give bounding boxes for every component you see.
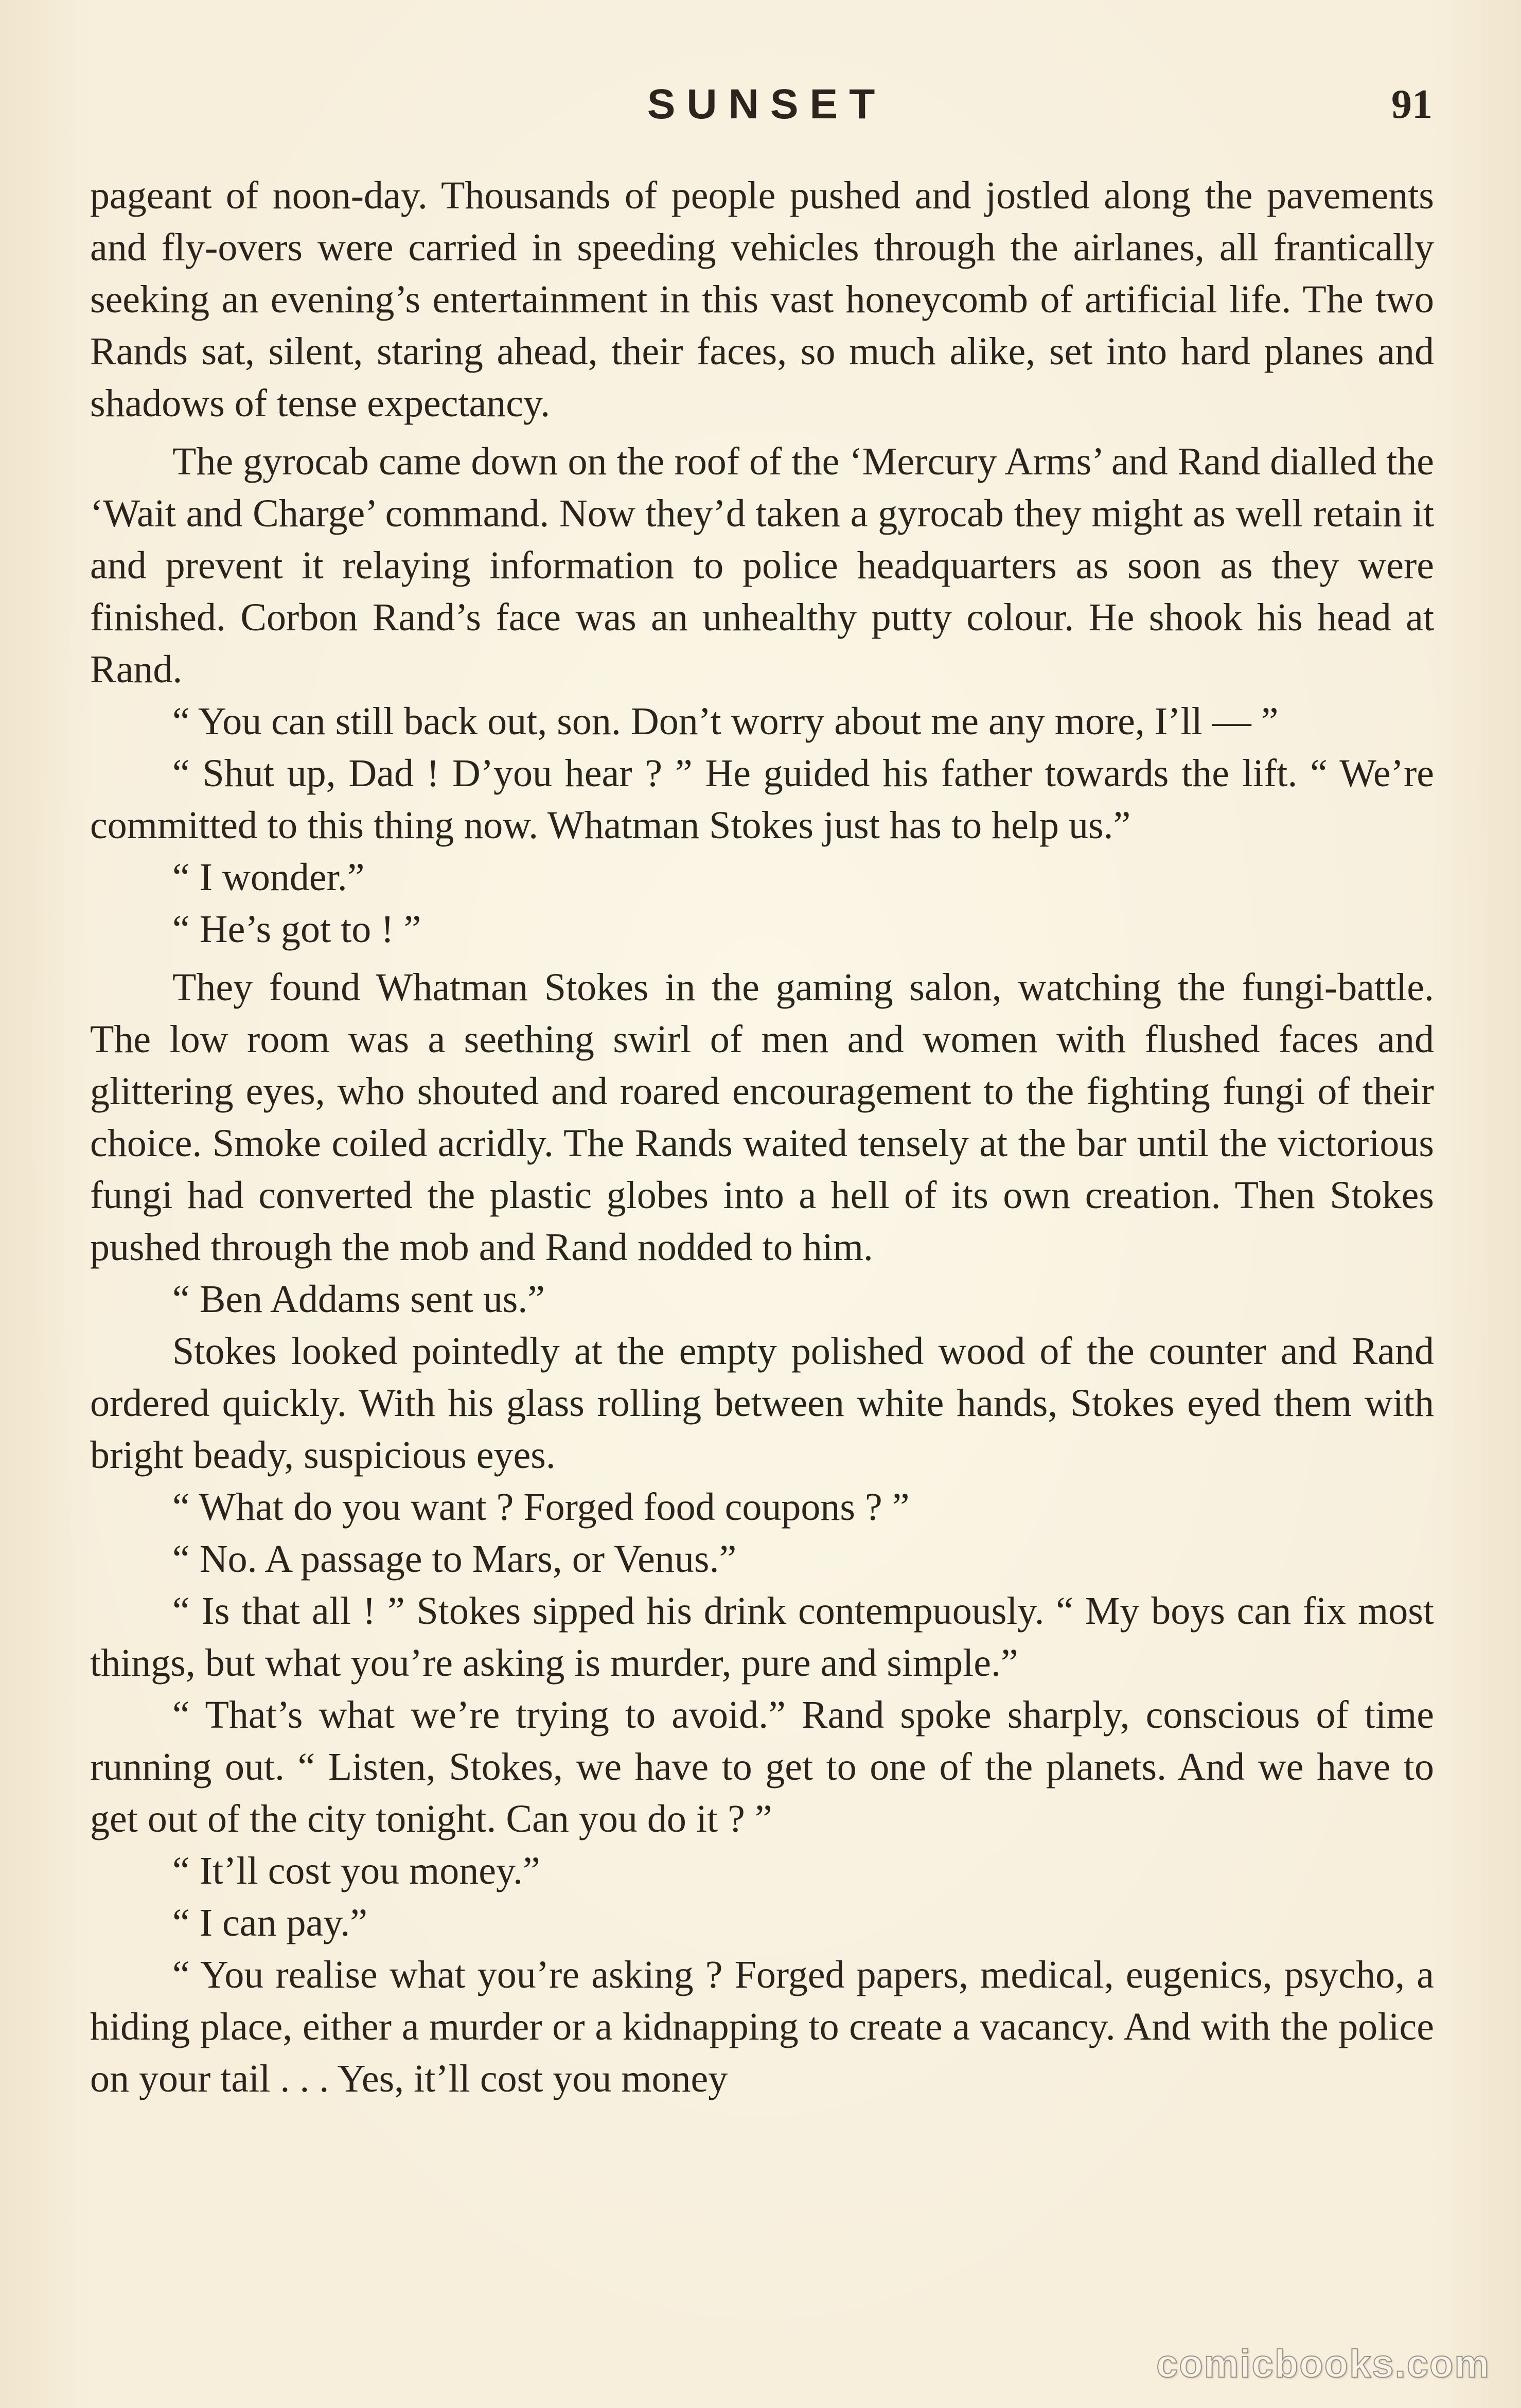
paragraph: “ Is that all ! ” Stokes sipped his drink contempuously. “ My boys can fix most things, but what you’re asking is murder, pure and simple.”	[90, 1589, 1434, 1685]
paragraph: pageant of noon-day. Thousands of people pushed and jostled along the pavements and fly-overs were carried in speeding vehicles through the airlanes, all frantically seeking an evening’s entertainment in this vast honeycomb of artificial life. The two Rands sat, silent, staring ahead, their faces, so much alike, set into hard planes and shadows of tense expectancy.	[90, 174, 1434, 425]
paragraph: “ I wonder.”	[172, 856, 365, 899]
paragraph: “ Ben Addams sent us.”	[172, 1278, 545, 1321]
paragraph: They found Whatman Stokes in the gaming salon, watching the fungi-battle. The low room was a seething swirl of men and women with flushed faces and glittering eyes, who shouted and roared encouragement to the fighting fungi of their choice. Smoke coiled acridly. The Rands waited tensely at the bar until the victorious fungi had converted the plastic globes into a hell of its own creation. Then Stokes pushed through the mob and Rand nodded to him.	[90, 966, 1434, 1269]
paragraph: “ He’s got to ! ”	[172, 908, 421, 951]
paragraph: “ You realise what you’re asking ? Forged papers, medical, eugenics, psycho, a hiding place, either a murder or a kidnapping to create a vacancy. And with the police on your tail . . . Yes, it’ll cost you money	[90, 1953, 1434, 2100]
page-number: 91	[1391, 82, 1432, 127]
paragraph: The gyrocab came down on the roof of the ‘Mercury Arms’ and Rand dialled the ‘Wait and Charge’ command. Now they’d taken a gyrocab they might as well retain it and prevent it relaying information to police headquarters as soon as they were finished. Corbon Rand’s face was an unhealthy putty colour. He shook his head at Rand.	[90, 440, 1434, 691]
body-text	[90, 170, 1434, 2105]
paragraph: “ What do you want ? Forged food coupons ? ”	[172, 1485, 910, 1529]
paragraph: “ That’s what we’re trying to avoid.” Rand spoke sharply, conscious of time running out. “ Listen, Stokes, we have to get to one of the planets. And we have to get out of the city tonight. Can you do it ? ”	[90, 1693, 1434, 1840]
paragraph: “ You can still back out, son. Don’t worry about me any more, I’ll — ”	[172, 700, 1279, 743]
paragraph: “ No. A passage to Mars, or Venus.”	[172, 1537, 737, 1581]
paragraph: Stokes looked pointedly at the empty polished wood of the counter and Rand ordered quickly. With his glass rolling between white hands, Stokes eyed them with bright beady, suspicious eyes.	[90, 1330, 1434, 1477]
chapter-title: SUNSET	[647, 81, 887, 128]
paragraph: “ I can pay.”	[172, 1901, 368, 1944]
running-header	[0, 76, 1521, 133]
watermark: comicbooks.com	[1156, 2342, 1490, 2386]
paragraph: “ Shut up, Dad ! D’you hear ? ” He guided his father towards the lift. “ We’re committed to this thing now. Whatman Stokes just has to help us.”	[90, 752, 1434, 847]
paragraph: “ It’ll cost you money.”	[172, 1849, 540, 1892]
